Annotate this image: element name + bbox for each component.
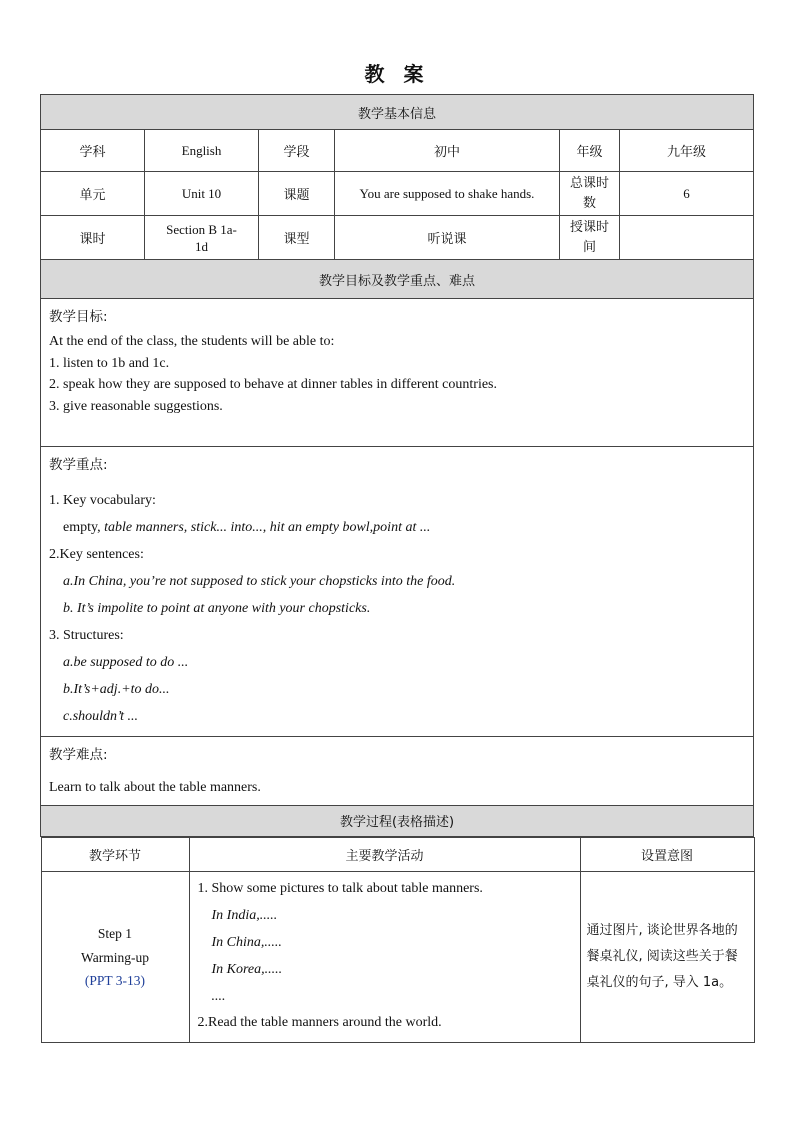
column-header: 主要教学活动 <box>189 837 580 871</box>
structures-label: 3. Structures: <box>49 628 124 643</box>
process-table-wrapper <box>41 836 754 1043</box>
label-lesson-type: 课型 <box>259 216 335 260</box>
goal-item: 3. give reasonable suggestions. <box>49 398 223 414</box>
goal-item: 2. speak how they are supposed to behave at dinner tables in different countries. <box>49 377 497 392</box>
label-teaching-time: 授课时间 <box>560 216 620 260</box>
structure-item: c.shouldn’t ... <box>63 709 139 724</box>
lesson-plan-table <box>40 94 754 1043</box>
vocab-line <box>49 514 745 541</box>
column-header: 设置意图 <box>580 837 754 871</box>
step-ppt: (PPT 3-13) <box>84 972 146 988</box>
key-points-label: 教学重点: <box>49 457 108 473</box>
activity-item: In China,..... <box>211 934 282 950</box>
goals-label: 教学目标: <box>49 309 108 325</box>
difficulties-text: Learn to talk about the table manners. <box>49 780 261 795</box>
process-table <box>41 837 755 1043</box>
label-unit: 单元 <box>41 172 145 216</box>
value-unit: Unit 10 <box>145 172 259 216</box>
goal-item: 1. listen to 1b and 1c. <box>49 355 170 371</box>
column-header: 教学环节 <box>41 837 189 871</box>
label-grade: 年级 <box>560 130 620 172</box>
value-teaching-time <box>620 216 754 260</box>
document-title: 教 案 <box>364 62 430 86</box>
process-header: 教学过程(表格描述) <box>41 805 754 836</box>
difficulties-cell <box>41 737 754 806</box>
vocab-label: 1. Key vocabulary: <box>49 493 156 508</box>
teaching-goals-cell <box>41 299 754 447</box>
label-subject: 学科 <box>41 130 145 172</box>
key-points-cell <box>41 447 754 737</box>
structure-item: b.It’s+adj.+to do... <box>63 682 170 697</box>
value-period: Section B 1a-1d <box>145 216 259 260</box>
activity-item: .... <box>211 988 226 1004</box>
value-stage: 初中 <box>335 130 560 172</box>
basic-info-header: 教学基本信息 <box>41 95 754 130</box>
sentences-label: 2.Key sentences: <box>49 547 144 562</box>
label-total-hours: 总课时数 <box>560 172 620 216</box>
value-total-hours: 6 <box>620 172 754 216</box>
value-lesson-type: 听说课 <box>335 216 560 260</box>
step-cell <box>41 871 189 1042</box>
activity-end: 2.Read the table manners around the world. <box>197 1014 442 1030</box>
value-grade: 九年级 <box>620 130 754 172</box>
value-topic: You are supposed to shake hands. <box>335 172 560 216</box>
activity-item: In Korea,..... <box>211 961 283 977</box>
label-stage: 学段 <box>259 130 335 172</box>
label-period: 课时 <box>41 216 145 260</box>
vocab-italic: table manners, stick... into..., hit an empty bowl,point at ... <box>104 520 431 535</box>
structure-item: a.be supposed to do ... <box>63 655 189 670</box>
activity-cell <box>189 871 580 1042</box>
goals-intro: At the end of the class, the students will be able to: <box>49 334 335 349</box>
vocab-plain: empty, <box>63 520 105 535</box>
value-subject: English <box>145 130 259 172</box>
key-sentence: a.In China, you’re not supposed to stick your chopsticks into the food. <box>63 574 456 589</box>
key-sentence: b. It’s impolite to point at anyone with your chopsticks. <box>63 601 371 616</box>
step-number: Step 1 <box>97 925 133 941</box>
difficulties-label: 教学难点: <box>49 747 108 763</box>
label-topic: 课题 <box>259 172 335 216</box>
activity-item: In India,..... <box>211 907 278 923</box>
step-name: Warming-up <box>81 949 149 965</box>
goals-header: 教学目标及教学重点、难点 <box>41 260 754 299</box>
activity-intro: 1. Show some pictures to talk about table manners. <box>197 880 483 896</box>
purpose-cell: 通过图片, 谈论世界各地的餐桌礼仪, 阅读这些关于餐桌礼仪的句子, 导入 1a。 <box>580 871 754 1042</box>
